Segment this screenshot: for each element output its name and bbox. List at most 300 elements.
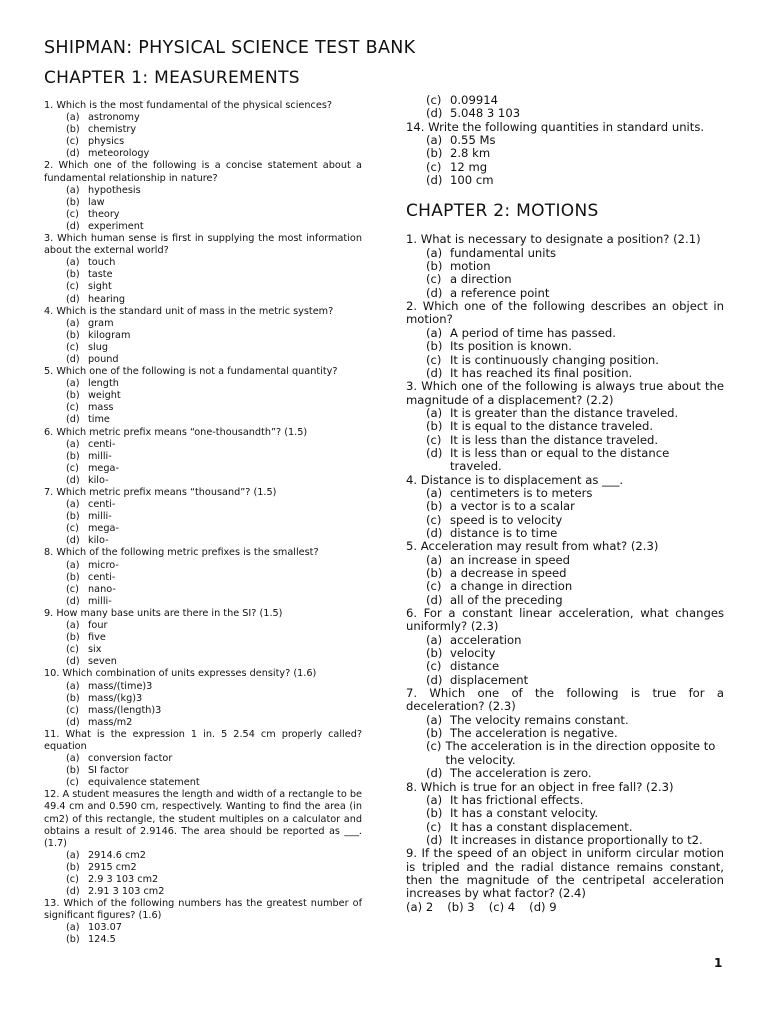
option-letter: (c) [426, 819, 442, 834]
inline-options [406, 901, 724, 914]
answer-option [44, 342, 362, 354]
answer-option [44, 439, 362, 451]
question-block [406, 607, 724, 687]
option-text: all of the preceding [450, 592, 563, 607]
option-text: law [88, 196, 105, 208]
answer-option [406, 367, 724, 380]
option-letter: (a) [426, 405, 443, 420]
option-text: The velocity remains constant. [450, 712, 629, 727]
option-letter: (b) [66, 934, 80, 946]
option-text: time [88, 414, 110, 426]
answer-option [44, 632, 362, 644]
option-text: physics [88, 136, 125, 148]
answer-option [406, 273, 724, 286]
question-text: 8. Which is true for an object in free fall? (2.3) [406, 779, 674, 794]
answer-option [406, 834, 724, 847]
option-text: mass/m2 [88, 716, 133, 728]
question-block [406, 300, 724, 380]
answer-option [406, 420, 724, 433]
answer-option [406, 134, 724, 147]
option-letter: (d) [66, 656, 80, 668]
option-letter: (b) [66, 450, 80, 462]
answer-option [44, 318, 362, 330]
answer-option [44, 934, 362, 946]
option-letter: (d) [66, 414, 80, 426]
option-letter: (b) [426, 726, 443, 741]
option-text: mass [88, 402, 114, 414]
answer-option [44, 535, 362, 547]
option-text: The acceleration is zero. [450, 766, 592, 781]
chapter2-heading: CHAPTER 2: MOTIONS [406, 201, 599, 222]
option-text: a reference point [450, 285, 550, 300]
option-text: sight [88, 281, 112, 293]
option-letter: (a) [66, 680, 80, 692]
option-text: speed is to velocity [450, 512, 563, 527]
answer-option [44, 209, 362, 221]
option-letter: (c) [426, 579, 442, 594]
option-text: meteorology [88, 148, 150, 160]
question-block [44, 898, 362, 946]
answer-option [44, 402, 362, 414]
option-letter: (c) [426, 93, 442, 107]
option-text: hypothesis [88, 184, 141, 196]
option-letter: (a) [66, 753, 80, 765]
option-text: 5.048 3 103 [450, 106, 521, 121]
option-letter: (d) [66, 353, 80, 365]
option-letter: (c) [66, 644, 79, 656]
answer-option [44, 257, 362, 269]
answer-option [44, 922, 362, 934]
left-column [44, 68, 362, 947]
answer-option [44, 294, 362, 306]
option-text: a decrease in speed [450, 566, 567, 580]
option-letter: (a) [426, 133, 443, 148]
option-letter: (b) [426, 419, 443, 434]
option-letter: (a) [66, 112, 80, 124]
option-letter: (b) [66, 269, 80, 281]
document-title: SHIPMAN: PHYSICAL SCIENCE TEST BANK [44, 38, 416, 58]
option-letter: (c) [66, 704, 79, 716]
question-block [44, 608, 362, 668]
answer-option [406, 660, 724, 673]
option-letter: (b) [426, 146, 443, 161]
question-block [406, 380, 724, 473]
question-block [406, 847, 724, 914]
option-letter: (d) [426, 592, 443, 607]
option-letter: (a) [426, 325, 443, 340]
option-text: milli- [88, 450, 112, 462]
answer-option [44, 136, 362, 148]
option-letter: (b) [66, 632, 80, 644]
option-text: It has a constant displacement. [450, 819, 633, 834]
question-text: 9. If the speed of an object in uniform circular motion is tripled and the radial distance remains constant, then the magnitude of the centripetal acceleration increases by what factor? (2.4) [406, 846, 724, 901]
option-text: A period of time has passed. [450, 325, 616, 340]
answer-option [406, 407, 724, 420]
option-letter: (d) [66, 148, 80, 160]
answer-option [44, 777, 362, 789]
answer-option [44, 572, 362, 584]
option-text: It is continuously changing position. [450, 352, 659, 367]
option-letter: (a) [426, 792, 443, 807]
option-letter: (c) [426, 159, 442, 174]
option-letter: (a) [66, 317, 80, 329]
option-text: It is greater than the distance traveled. [450, 405, 679, 420]
option-letter: (d) [426, 766, 443, 781]
option-text: fundamental units [450, 245, 557, 260]
option-letter: (a) [66, 499, 80, 511]
question-block [44, 668, 362, 728]
option-letter: (d) [66, 474, 80, 486]
option-text: a change in direction [450, 579, 573, 594]
option-letter: (b) [66, 692, 80, 704]
answer-option [44, 221, 362, 233]
answer-option [406, 147, 724, 160]
option-letter: (d) [426, 365, 443, 380]
answer-option [44, 499, 362, 511]
option-letter: (c) [66, 281, 79, 293]
option-letter: (c) [66, 583, 79, 595]
option-text: kilogram [88, 329, 131, 341]
answer-option [406, 647, 724, 660]
question-text: 3. Which one of the following is always true about the magnitude of a displacement? (2.2) [406, 379, 724, 407]
option-letter: (c) [66, 208, 79, 220]
answer-option [44, 596, 362, 608]
option-text: kilo- [88, 474, 109, 486]
option-text: micro- [88, 559, 119, 571]
answer-option [406, 594, 724, 607]
question-text: 13. Which of the following numbers has the greatest number of significant figures? (1.6) [44, 898, 362, 922]
option-letter: (c) [66, 136, 79, 148]
option-letter: (c) [426, 352, 442, 367]
question-block [44, 427, 362, 487]
option-text: distance is to time [450, 525, 558, 540]
answer-option [406, 740, 724, 767]
answer-option [44, 148, 362, 160]
option-letter: (a) [66, 184, 80, 196]
answer-option [44, 463, 362, 475]
option-letter: (b) [66, 329, 80, 341]
option-text: an increase in speed [450, 552, 570, 567]
question-block [406, 687, 724, 780]
option-text: seven [88, 656, 117, 668]
answer-option [406, 674, 724, 687]
option-text: It is equal to the distance traveled. [450, 419, 654, 434]
option-letter: (b) [66, 196, 80, 208]
answer-option [406, 354, 724, 367]
question-text: 7. Which metric prefix means “thousand”? (1.5) [44, 487, 277, 498]
option-text: a direction [450, 272, 512, 287]
answer-option [44, 874, 362, 886]
option-text: 2.91 3 103 cm2 [88, 886, 165, 898]
question-block [44, 547, 362, 607]
answer-option [44, 620, 362, 632]
option-letter: (d) [66, 220, 80, 232]
option-text: displacement [450, 672, 529, 687]
option-text: SI factor [88, 765, 129, 777]
option-letter: (d) [66, 716, 80, 728]
option-text: kilo- [88, 535, 109, 547]
answer-option [406, 567, 724, 580]
inline-option: (c) 4 [488, 899, 516, 914]
option-letter: (c) [66, 523, 79, 535]
answer-option [406, 527, 724, 540]
answer-option [44, 644, 362, 656]
option-letter: (c) [66, 341, 79, 353]
option-text: It has frictional effects. [450, 792, 584, 807]
answer-option [406, 727, 724, 740]
question-block [44, 306, 362, 366]
answer-option [406, 447, 724, 474]
option-text: five [88, 632, 106, 644]
answer-option [406, 247, 724, 260]
option-letter: (b) [66, 124, 80, 136]
question-text: 14. Write the following quantities in standard units. [406, 119, 705, 134]
answer-option [44, 451, 362, 463]
question-text: 1. What is necessary to designate a position? (2.1) [406, 232, 701, 247]
question-text: 1. Which is the most fundamental of the physical sciences? [44, 100, 333, 111]
answer-option [44, 765, 362, 777]
question-text: 5. Acceleration may result from what? (2.3) [406, 539, 659, 554]
option-text: nano- [88, 583, 116, 595]
option-letter: (b) [66, 765, 80, 777]
option-text: mega- [88, 523, 119, 535]
answer-option [406, 161, 724, 174]
question-block [44, 729, 362, 789]
question-text: 2. Which one of the following describes an object in motion? [406, 299, 724, 327]
option-text: It has a constant velocity. [450, 806, 599, 821]
page-number: 1 [714, 956, 723, 970]
answer-option [44, 475, 362, 487]
option-text: Its position is known. [450, 339, 572, 354]
option-text: mass/(kg)3 [88, 692, 143, 704]
chapter1-heading: CHAPTER 1: MEASUREMENTS [44, 68, 300, 88]
question-text: 9. How many base units are there in the SI? (1.5) [44, 607, 283, 619]
option-text: 100 cm [450, 173, 494, 188]
option-text: 124.5 [88, 934, 116, 946]
inline-option: (d) 9 [529, 899, 557, 914]
option-text: chemistry [88, 124, 137, 136]
option-letter: (a) [66, 559, 80, 571]
answer-option [44, 124, 362, 136]
option-letter: (c) [66, 402, 79, 414]
option-text: experiment [88, 220, 144, 232]
option-text: milli- [88, 595, 112, 607]
option-text: astronomy [88, 112, 140, 124]
question-text: 5. Which one of the following is not a fundamental quantity? [44, 366, 338, 378]
answer-option [44, 281, 362, 293]
answer-option [406, 327, 724, 340]
answer-option [44, 753, 362, 765]
answer-option [406, 554, 724, 567]
option-letter: (b) [426, 646, 443, 661]
answer-option [406, 487, 724, 500]
option-letter: (c) [426, 272, 442, 287]
question-block [44, 233, 362, 306]
option-letter: (a) [66, 620, 80, 632]
option-letter: (d) [426, 445, 443, 460]
option-letter: (c) [426, 432, 442, 447]
option-text: It is less than the distance traveled. [450, 432, 659, 447]
option-letter: (d) [66, 293, 80, 305]
option-text: mega- [88, 462, 119, 474]
question-block [44, 366, 362, 426]
answer-option [44, 354, 362, 366]
option-letter: (d) [66, 886, 80, 898]
answer-option [44, 656, 362, 668]
option-letter: (b) [66, 511, 80, 523]
inline-option: (a) 2 [406, 899, 434, 914]
option-text: 2.8 km [450, 146, 491, 161]
answer-option [406, 94, 724, 107]
question-block [44, 100, 362, 160]
option-text: four [88, 620, 108, 632]
answer-option [406, 821, 724, 834]
option-text: 103.07 [88, 922, 122, 934]
answer-option [44, 705, 362, 717]
option-letter: (d) [426, 832, 443, 847]
answer-option [406, 794, 724, 807]
right-column [406, 94, 724, 914]
option-letter: (a) [66, 257, 80, 269]
answer-option [406, 340, 724, 353]
option-letter: (a) [426, 245, 443, 260]
answer-option [406, 434, 724, 447]
option-letter: (c) [66, 462, 79, 474]
option-text: theory [88, 208, 120, 220]
option-letter: (d) [66, 595, 80, 607]
answer-option [406, 287, 724, 300]
question-block [406, 474, 724, 541]
option-text: 2914.6 cm2 [88, 849, 146, 861]
option-letter: (a) [66, 438, 80, 450]
answer-option [44, 269, 362, 281]
answer-option [44, 886, 362, 898]
option-letter: (d) [426, 106, 443, 121]
answer-option [44, 717, 362, 729]
question-text: 8. Which of the following metric prefixes is the smallest? [44, 547, 319, 559]
option-text: touch [88, 257, 116, 269]
option-text: centi- [88, 438, 116, 450]
chapter2-section [406, 201, 724, 914]
option-letter: (d) [426, 285, 443, 300]
option-text: slug [88, 341, 109, 353]
option-letter: (c) [426, 512, 442, 527]
answer-option [44, 681, 362, 693]
question-text: 6. For a constant linear acceleration, what changes uniformly? (2.3) [406, 606, 724, 634]
option-text: mass/(time)3 [88, 680, 153, 692]
question-block [406, 781, 724, 848]
answer-option [406, 767, 724, 780]
option-text: six [88, 644, 102, 656]
answer-option [406, 107, 724, 120]
option-text: acceleration [450, 632, 522, 647]
answer-option [44, 414, 362, 426]
option-letter: (d) [66, 535, 80, 547]
option-letter: (a) [426, 485, 443, 500]
option-text: centi- [88, 571, 116, 583]
option-text: 2915 cm2 [88, 861, 137, 873]
option-letter: (d) [426, 525, 443, 540]
answer-option [406, 174, 724, 187]
question-block [44, 487, 362, 547]
option-text: pound [88, 353, 119, 365]
answer-option [44, 197, 362, 209]
answer-option [44, 560, 362, 572]
option-letter: (b) [426, 339, 443, 354]
option-letter: (c) [426, 659, 442, 674]
option-text: 2.9 3 103 cm2 [88, 874, 159, 885]
option-text: length [88, 378, 119, 390]
option-text: motion [450, 259, 491, 274]
answer-option [406, 500, 724, 513]
option-letter: (d) [426, 173, 443, 188]
option-letter: (a) [66, 378, 80, 390]
question-text: 6. Which metric prefix means “one-thousandth”? (1.5) [44, 426, 308, 438]
option-letter: (c) [426, 739, 442, 754]
answer-option [406, 807, 724, 820]
answer-option [406, 260, 724, 273]
question-text: 12. A student measures the length and width of a rectangle to be 49.4 cm and 0.590 cm, respectively. Wanting to find the area (in cm2) of this rectangle, the student multiples on a calculator and obtains a result of 2.9146. The area should be reported as ___. (1.7) [44, 789, 362, 849]
option-text: equivalence statement [88, 777, 200, 789]
answer-option [44, 862, 362, 874]
option-text: milli- [88, 511, 112, 523]
option-text: The acceleration is in the direction opposite to the velocity. [445, 739, 716, 767]
answer-option [406, 580, 724, 593]
option-text: 0.55 Ms [450, 133, 496, 148]
inline-option: (b) 3 [447, 899, 475, 914]
chapter1-continued [406, 94, 724, 187]
option-letter: (a) [66, 849, 80, 861]
question-block [44, 789, 362, 898]
option-text: centi- [88, 499, 116, 511]
option-text: a vector is to a scalar [450, 499, 575, 514]
answer-option [44, 378, 362, 390]
option-text: It has reached its final position. [450, 365, 633, 380]
option-text: 12 mg [450, 159, 488, 174]
question-text: 2. Which one of the following is a concise statement about a fundamental relationship in nature? [44, 160, 362, 184]
answer-option [406, 714, 724, 727]
question-block [406, 233, 724, 300]
question-text: 11. What is the expression 1 in. 5 2.54 cm properly called? equation [44, 728, 362, 752]
option-text: velocity [450, 646, 496, 661]
option-text: mass/(length)3 [88, 704, 162, 716]
option-text: hearing [88, 293, 125, 305]
option-text: distance [450, 659, 500, 674]
answer-option [44, 584, 362, 596]
option-letter: (c) [66, 777, 79, 789]
option-letter: (a) [66, 922, 80, 934]
answer-option [44, 330, 362, 342]
option-letter: (a) [426, 712, 443, 727]
answer-option [406, 514, 724, 527]
question-block [406, 121, 724, 188]
answer-option [44, 511, 362, 523]
option-letter: (a) [426, 552, 443, 567]
answer-option [44, 850, 362, 862]
option-text: weight [88, 390, 121, 402]
option-text: conversion factor [88, 753, 173, 765]
chapter2-question-list [406, 233, 724, 914]
question-text: 3. Which human sense is first in supplying the most information about the external world? [44, 233, 362, 257]
option-text: 0.09914 [450, 93, 498, 107]
question-text: 10. Which combination of units expresses density? (1.6) [44, 668, 317, 680]
question-block [44, 160, 362, 233]
option-letter: (b) [426, 566, 443, 580]
option-text: The acceleration is negative. [450, 726, 618, 741]
answer-option [44, 523, 362, 535]
option-text: centimeters is to meters [450, 485, 593, 500]
option-letter: (c) [66, 874, 79, 885]
